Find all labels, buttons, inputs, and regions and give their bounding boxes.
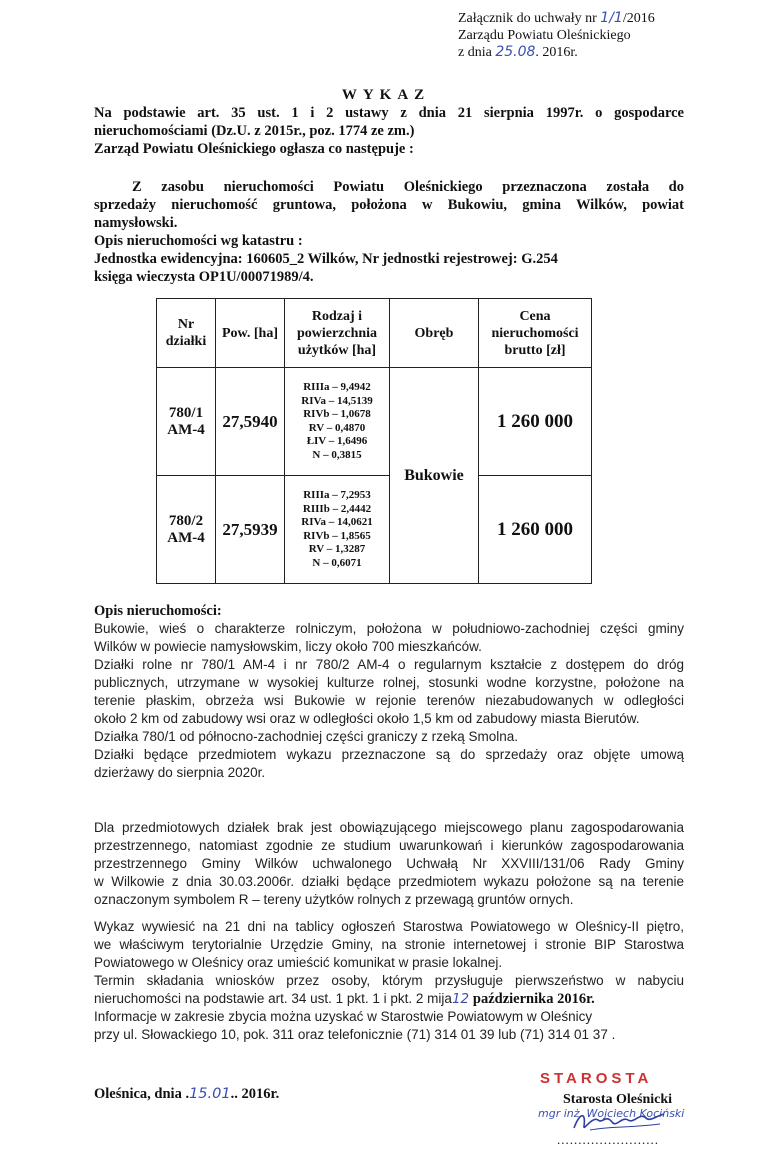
description-heading: Opis nieruchomości: [94, 603, 222, 619]
header-line-3-prefix: z dnia [458, 45, 492, 60]
header-nr-line: Nr [177, 317, 195, 332]
land-use-item: RIIIa – 9,4942 [303, 381, 371, 393]
place-date [94, 1086, 279, 1103]
deadline-line: Termin składania wniosków przez osoby, którym przysługuje pierwszeństwo w nabyciu [94, 973, 684, 988]
property-line: sprzedaży nieruchomość gruntowa, położona w Bukowiu, gmina Wilków, powiat [94, 197, 684, 213]
stamp-subtitle: mgr inż. Wojciech Kociński [538, 1107, 685, 1120]
description-line: publicznych, utrzymane w wysokiej kulturze rolnej, stosunki wodne korzystne, położone na [94, 675, 684, 690]
land-use-list [285, 368, 390, 476]
description-line: dzierżawy do sierpnia 2020r. [94, 765, 266, 780]
parcels-table [156, 298, 592, 584]
intro-line: Na podstawie art. 35 ust. 1 i 2 ustawy z dnia 21 sierpnia 1997r. o gospodarce [94, 105, 684, 121]
parcel-area: 27,5940 [216, 368, 285, 476]
description-line: Działki będące przedmiotem wykazu przeznaczone są do sprzedaży oraz objęte umową [94, 747, 684, 762]
attachment-header [458, 10, 655, 62]
parcel-number-line: 780/2 [168, 513, 204, 529]
header-line-3-suffix: 2016r. [542, 45, 578, 60]
handwritten-resolution-number: 1/1 [600, 10, 623, 26]
table-row [157, 476, 592, 584]
deadline-line-2 [94, 990, 684, 1008]
cadastre-unit: Jednostka ewidencyjna: 160605_2 Wilków, Nr jednostki rejestrowej: G.254 [94, 251, 558, 267]
document-title: WYKAZ [341, 87, 431, 103]
description-section [94, 602, 684, 782]
property-line: namysłowski. [94, 215, 178, 231]
handwritten-date: 25.08 [495, 44, 536, 60]
parcel-area: 27,5939 [216, 476, 285, 584]
obreb-cell: Bukowie [390, 368, 479, 584]
deadline-date: października 2016r. [472, 991, 595, 1007]
intro-paragraph [94, 104, 684, 158]
land-use-item: RIVa – 14,5139 [301, 394, 373, 407]
header-nr [157, 299, 216, 368]
header-rodzaj-line: powierzchnia [296, 325, 378, 341]
notice-line: Powiatowego w Oleśnicy oraz umieścić komunikat w prasie lokalnej. [94, 955, 503, 970]
header-line-1-prefix: Załącznik do uchwały nr [458, 11, 597, 26]
land-use-item: N – 0,3815 [312, 448, 362, 461]
land-use-item: ŁIV – 1,6496 [306, 435, 368, 447]
place-date-suffix: .. 2016r. [230, 1086, 280, 1102]
parcel-number-line: 780/1 [168, 405, 204, 421]
header-rodzaj-line: użytków [ha] [297, 342, 377, 358]
handwritten-day: 12 [451, 991, 470, 1007]
handwritten-sign-date: 15.01 [189, 1086, 231, 1102]
planning-line: przestrzennego Gminy Wilków uchwalonego Uchwałą Nr XXVIII/131/06 Rady Gminy [94, 856, 684, 871]
parcel-number-line: AM-4 [167, 421, 205, 438]
price: 1 260 000 [479, 368, 592, 476]
land-register: księga wieczysta OP1U/00071989/4. [94, 269, 314, 285]
place-date-prefix: Oleśnica, dnia . [94, 1086, 190, 1102]
land-use-item: RIIIa – 7,2953 [303, 489, 371, 501]
planning-line: przestrzennego, natomiast zgodnie ze studium uwarunkowań i kierunków zagospodarowania [94, 838, 684, 853]
header-cena-line: brutto [zł] [504, 342, 566, 358]
deadline-prefix: nieruchomości na podstawie art. 34 ust. 1 pkt. 1 i pkt. 2 mija [94, 991, 452, 1006]
land-use-item: RIVb – 1,8565 [303, 529, 371, 542]
land-use-item: RIIIb – 2,4442 [302, 502, 372, 515]
land-use-item: RV – 1,3287 [308, 543, 366, 555]
header-rodzaj-line: Rodzaj i [311, 308, 363, 324]
parcel-number-line: AM-4 [167, 529, 205, 546]
header-cena-line: Cena [519, 308, 551, 324]
planning-section [94, 819, 684, 1044]
land-use-item: RV – 0,4870 [308, 421, 366, 434]
header-line-2: Zarządu Powiatu Oleśnickiego [458, 27, 631, 43]
land-use-list [285, 476, 390, 584]
description-line: terenie płaskim, obrzeża wsi Bukowie w rejonie terenów niezabudowanych w odległości [94, 693, 684, 708]
planning-line: oznaczonym symbolem R – tereny użytków rolnych z przewagą gruntów ornych. [94, 892, 574, 907]
header-line-1 [458, 10, 655, 28]
info-line: Informacje w zakresie zbycia można uzyskać w Starostwie Powiatowym w Oleśnicy [94, 1009, 593, 1024]
description-line: około 2 km od zabudowy wsi oraz w odległości około 1,5 km od zabudowy miasta Bierutów. [94, 711, 640, 726]
notice-line: we właściwym terytorialnie Urzędzie Gminy, na stronie internetowej i stronie BIP Starostwa [94, 937, 684, 952]
parcel-number [157, 368, 216, 476]
land-use-item: RIVa – 14,0621 [301, 516, 373, 528]
description-line: Działka 780/1 od północno-zachodniej części graniczy z rzeką Smolna. [94, 729, 518, 744]
cadastre-heading: Opis nieruchomości wg katastru : [94, 233, 303, 249]
land-use-item: RIVb – 1,0678 [303, 408, 371, 420]
header-line-3: z dnia 25.08. 2016r. [458, 44, 578, 60]
header-obreb: Obręb [390, 299, 479, 368]
land-use-item: N – 0,6071 [312, 556, 362, 569]
stamp-name: Starosta Oleśnicki [563, 1092, 673, 1107]
parcel-number [157, 476, 216, 584]
planning-line: Dla przedmiotowych działek brak jest obowiązującego miejscowego planu zagospodarowania [94, 820, 684, 835]
header-pow: Pow. [ha] [216, 299, 285, 368]
intro-line: Zarząd Powiatu Oleśnickiego ogłasza co następuje : [94, 141, 414, 157]
property-paragraph [94, 178, 684, 286]
description-line: Bukowie, wieś o charakterze rolniczym, położona w południowo-zachodniej części gminy [94, 621, 684, 636]
planning-line: w Wilkowie z dnia 30.03.2006r. działki będące przedmiotem wykazu położone są na terenie [94, 874, 684, 889]
intro-line: nieruchomościami (Dz.U. z 2015r., poz. 1774 ze zm.) [94, 123, 415, 139]
header-cena-line: nieruchomości [491, 325, 579, 341]
info-line: przy ul. Słowackiego 10, pok. 311 oraz telefonicznie (71) 314 01 39 lub (71) 314 01 37 . [94, 1027, 616, 1042]
property-line: Z zasobu nieruchomości Powiatu Oleśnickiego przeznaczona została do [132, 179, 684, 195]
header-rodzaj [285, 299, 390, 368]
header-line-1-suffix: /2016 [622, 11, 655, 26]
table-header-row [157, 299, 592, 368]
header-cena [479, 299, 592, 368]
table-row [157, 368, 592, 476]
stamp-title: STAROSTA [540, 1070, 653, 1087]
description-line: Działki rolne nr 780/1 AM-4 i nr 780/2 AM-4 o regularnym kształcie z dostępem do dróg [94, 657, 684, 672]
notice-line: Wykaz wywiesić na 21 dni na tablicy ogłoszeń Starostwa Powiatowego w Oleśnicy-II piętro, [94, 919, 684, 934]
header-nr-line: działki [165, 334, 207, 349]
description-line: Wilków w powiecie namysłowskim, liczy około 700 mieszkańców. [94, 639, 482, 654]
price: 1 260 000 [479, 476, 592, 584]
signature-line: ........................ [557, 1132, 659, 1147]
